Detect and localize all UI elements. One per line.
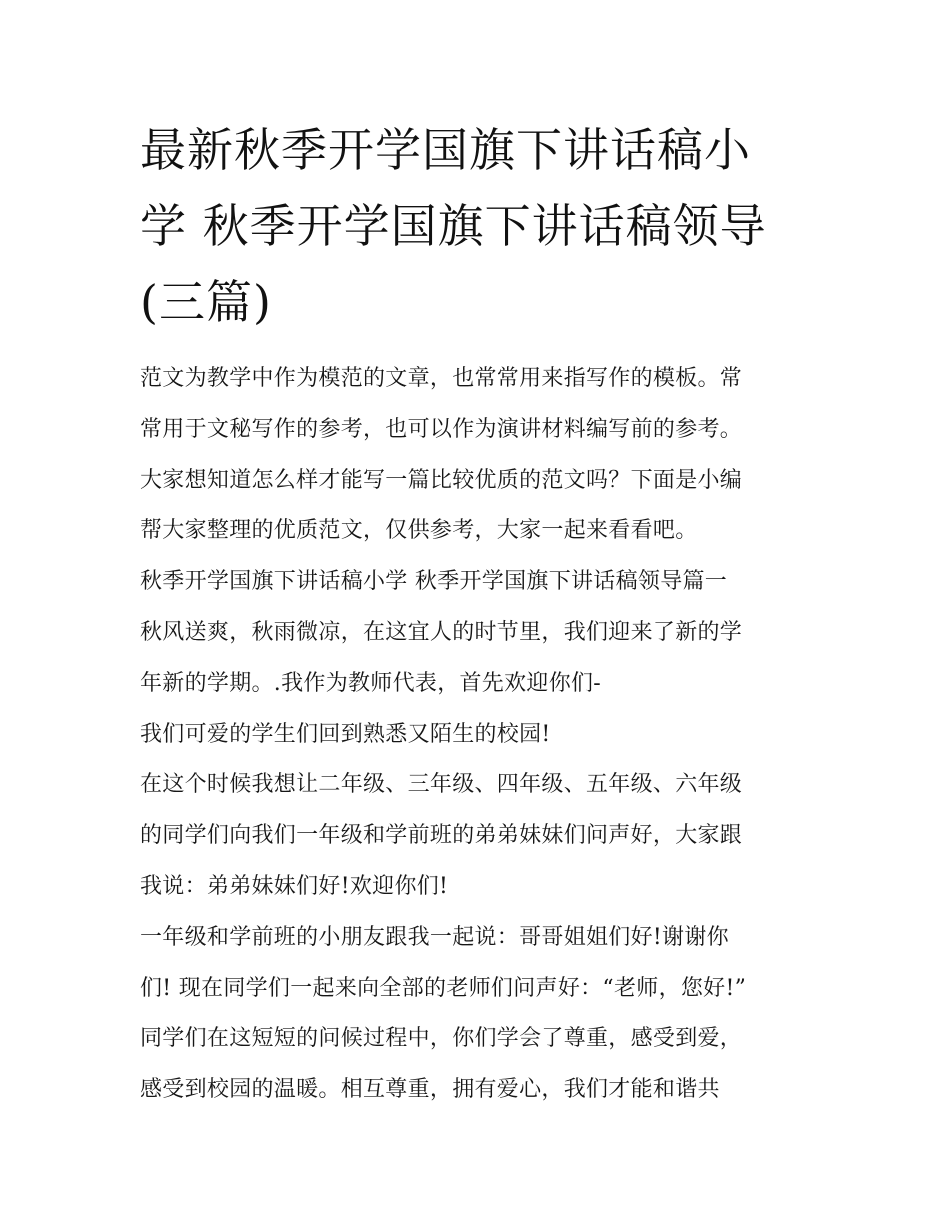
title-line: 学 秋季开学国旗下讲话稿领导 <box>140 199 767 253</box>
paragraph-line: 们! 现在同学们一起来向全部的老师们问声好：“老师，您好!” <box>140 975 747 1001</box>
title-line: 最新秋季开学国旗下讲话稿小 <box>140 123 751 177</box>
paragraph-line: 的同学们向我们一年级和学前班的弟弟妹妹们问声好，大家跟 <box>140 823 743 849</box>
paragraph-line: 一年级和学前班的小朋友跟我一起说：哥哥姐姐们好!谢谢你 <box>140 924 729 950</box>
paragraph-line: 秋风送爽，秋雨微凉，在这宜人的时节里，我们迎来了新的学 <box>140 619 743 645</box>
paragraph-line: 在这个时候我想让二年级、三年级、四年级、五年级、六年级 <box>140 772 743 798</box>
paragraph-line: 帮大家整理的优质范文，仅供参考，大家一起来看看吧。 <box>140 518 698 544</box>
paragraph-line: 年新的学期。.我作为教师代表，首先欢迎你们- <box>140 670 602 696</box>
paragraph-line: 同学们在这短短的问候过程中，你们学会了尊重，感受到爱， <box>140 1026 743 1052</box>
section-heading: 秋季开学国旗下讲话稿小学 秋季开学国旗下讲话稿领导篇一 <box>140 569 728 595</box>
document-content <box>140 112 812 1116</box>
document-body <box>140 354 812 1116</box>
paragraph-line: 我们可爱的学生们回到熟悉又陌生的校园! <box>140 721 551 747</box>
document-title <box>140 112 812 340</box>
title-line: (三篇) <box>140 275 272 329</box>
paragraph-line: 感受到校园的温暖。相互尊重，拥有爱心，我们才能和谐共 <box>140 1077 720 1103</box>
paragraph-line: 我说：弟弟妹妹们好!欢迎你们! <box>140 873 449 899</box>
paragraph-line: 范文为教学中作为模范的文章，也常常用来指写作的模板。常 <box>140 366 743 391</box>
paragraph-line: 常用于文秘写作的参考，也可以作为演讲材料编写前的参考。 <box>140 416 743 442</box>
paragraph-line: 大家想知道怎么样才能写一篇比较优质的范文吗？下面是小编 <box>140 467 743 493</box>
